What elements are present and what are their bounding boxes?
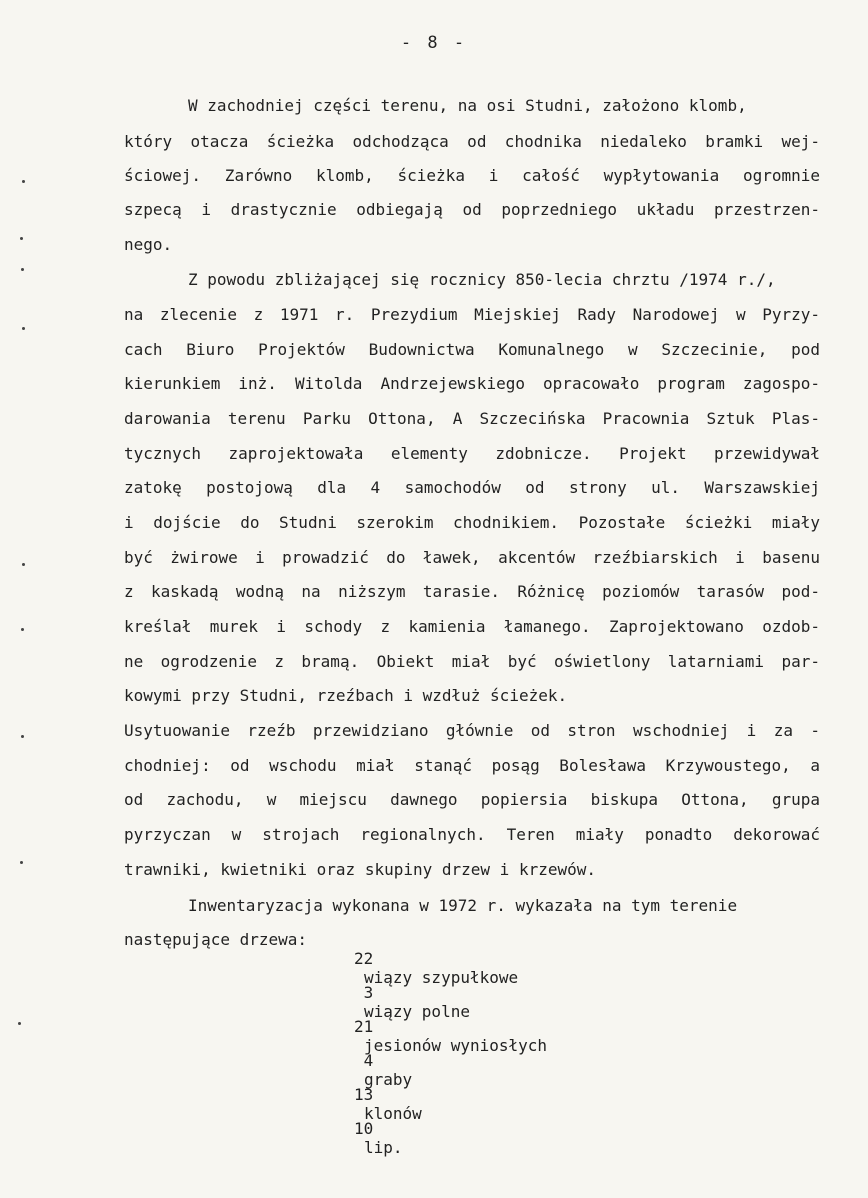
tree-name: lip. (364, 1138, 403, 1157)
margin-dot (22, 327, 25, 330)
trees-intro: następujące drzewa: (124, 930, 308, 949)
tree-count: 21 (354, 1017, 374, 1036)
text-line: Z powodu zbliżającej się rocznicy 850-lecia chrztu /1974 r./, (188, 270, 776, 289)
text-line: ne ogrodzenie z bramą. Obiekt miał być oświetlony latarniami par- (124, 652, 820, 671)
tree-count: 4 (363, 1051, 374, 1070)
text-line: pyrzyczan w strojach regionalnych. Teren miały ponadto dekorować (124, 825, 820, 844)
tree-name: wiązy polne (364, 1002, 470, 1021)
text-line: kierunkiem inż. Witolda Andrzejewskiego opracowało program zagospo- (124, 374, 820, 393)
tree-name: jesionów wyniosłych (364, 1036, 548, 1055)
text-line: W zachodniej części terenu, na osi Studni, założono klomb, (188, 96, 747, 115)
margin-dot (18, 1022, 21, 1025)
margin-dot (22, 180, 25, 183)
text-line: Usytuowanie rzeźb przewidziano głównie od stron wschodniej i za - (124, 721, 820, 740)
text-line: chodniej: od wschodu miał stanąć posąg Bolesława Krzywoustego, a (124, 756, 820, 775)
text-line: cach Biuro Projektów Budownictwa Komunalnego w Szczecinie, pod (124, 340, 820, 359)
tree-count: 3 (363, 983, 374, 1002)
text-line: kreślał murek i schody z kamienia łamanego. Zaprojektowano ozdob- (124, 617, 820, 636)
tree-name: klonów (364, 1104, 422, 1123)
tree-name: wiązy szypułkowe (364, 968, 519, 987)
text-line: kowymi przy Studni, rzeźbach i wzdłuż ścieżek. (124, 686, 568, 705)
text-line: nego. (124, 235, 173, 254)
margin-dot (21, 268, 24, 271)
page-number: - 8 - (400, 33, 468, 53)
text-line: zatokę postojową dla 4 samochodów od strony ul. Warszawskiej (124, 478, 820, 497)
margin-dot (20, 861, 23, 864)
margin-dot (21, 735, 24, 738)
margin-dot (21, 628, 24, 631)
text-line: szpecą i drastycznie odbiegają od poprzedniego układu przestrzen- (124, 200, 820, 219)
text-line: od zachodu, w miejscu dawnego popiersia biskupa Ottona, grupa (124, 790, 820, 809)
text-line: Inwentaryzacja wykonana w 1972 r. wykazała na tym terenie (188, 896, 738, 915)
text-line: który otacza ścieżka odchodząca od chodnika niedaleko bramki wej- (124, 132, 820, 151)
text-line: trawniki, kwietniki oraz skupiny drzew i krzewów. (124, 860, 597, 879)
text-line: darowania terenu Parku Ottona, A Szczecińska Pracownia Sztuk Plas- (124, 409, 820, 428)
tree-count: 13 (354, 1085, 374, 1104)
text-line: na zlecenie z 1971 r. Prezydium Miejskiej Rady Narodowej w Pyrzy- (124, 305, 820, 324)
margin-dot (20, 237, 23, 240)
text-line: być żwirowe i prowadzić do ławek, akcentów rzeźbiarskich i basenu (124, 548, 820, 567)
margin-dot (22, 563, 25, 566)
tree-name: graby (364, 1070, 413, 1089)
tree-count: 10 (354, 1119, 374, 1138)
text-line: tycznych zaprojektowała elementy zdobnicze. Projekt przewidywał (124, 444, 820, 463)
text-line: z kaskadą wodną na niższym tarasie. Różnicę poziomów tarasów pod- (124, 582, 820, 601)
text-line: ściowej. Zarówno klomb, ścieżka i całość wypłytowania ogromnie (124, 166, 820, 185)
text-line: i dojście do Studni szerokim chodnikiem. Pozostałe ścieżki miały (124, 513, 820, 532)
tree-count: 22 (354, 949, 374, 968)
